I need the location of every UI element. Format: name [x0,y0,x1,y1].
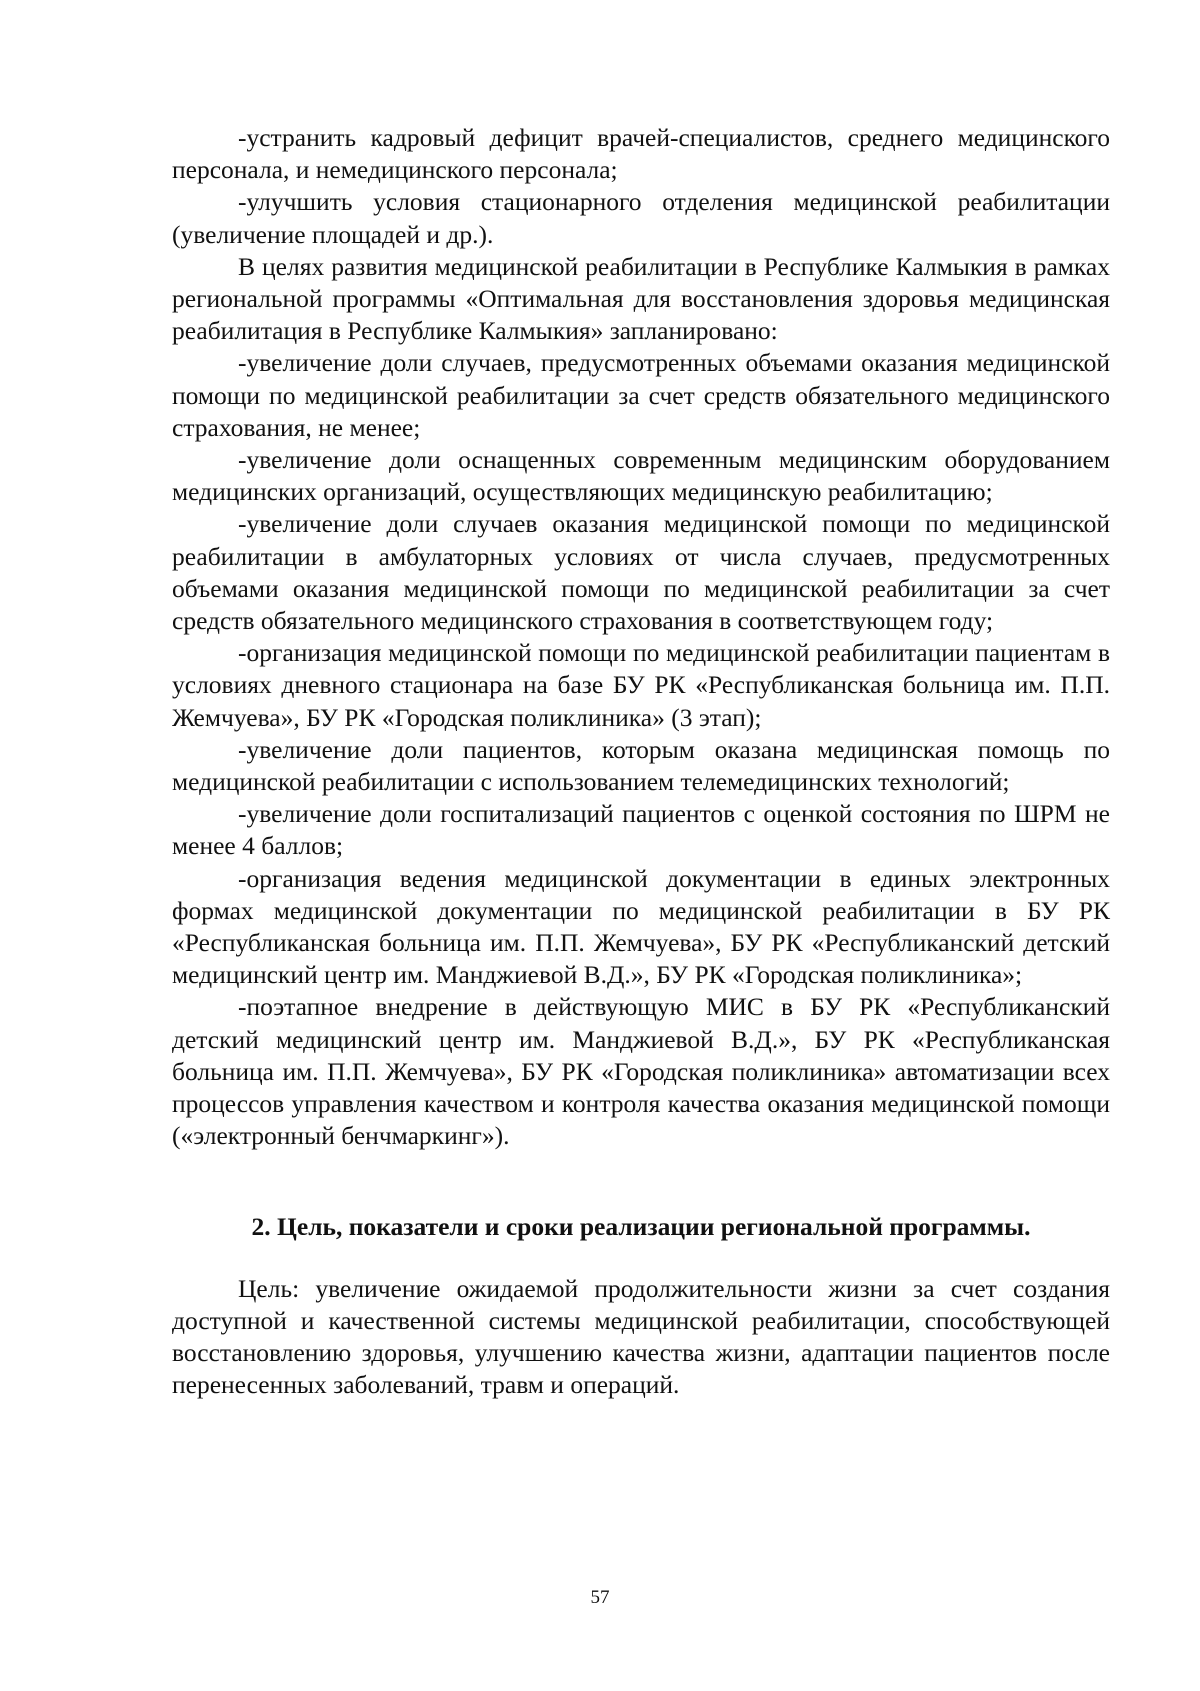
paragraph: -увеличение доли случаев оказания медицинской помощи по медицинской реабилитации в амбулаторных условиях от числа случаев, предусмотренных объемами оказания медицинской помощи по медицинской реабилитации за счет средств обязательного медицинского страхования в соответствующем году; [172,509,1110,636]
paragraph: -увеличение доли случаев, предусмотренных объемами оказания медицинской помощи по медицинской реабилитации за счет средств обязательного медицинского страхования, не менее; [172,348,1110,442]
paragraph: -организация медицинской помощи по медицинской реабилитации пациентам в условиях дневного стационара на базе БУ РК «Республиканская больница им. П.П. Жемчуева», БУ РК «Городская поликлиника» (3 этап); [172,638,1110,732]
paragraph: -увеличение доли пациентов, которым оказана медицинская помощь по медицинской реабилитации с использованием телемедицинских технологий; [172,734,1110,797]
section-heading: 2. Цель, показатели и сроки реализации региональной программы. [251,1211,1031,1241]
page-body [172,122,1110,1401]
paragraph: -увеличение доли оснащенных современным медицинским оборудованием медицинских организаций, осуществляющих медицинскую реабилитацию; [172,445,1110,507]
paragraph: -поэтапное внедрение в действующую МИС в БУ РК «Республиканский детский медицинский центр им. Манджиевой В.Д.», БУ РК «Республиканская больница им. П.П. Жемчуева», БУ РК «Городская поликлиника» автоматизации всех процессов управления качеством и контроля качества оказания медицинской помощи («электронный бенчмаркинг»). [172,992,1110,1151]
paragraph: -улучшить условия стационарного отделения медицинской реабилитации (увеличение площадей и др.). [172,187,1110,249]
paragraph: -устранить кадровый дефицит врачей-специалистов, среднего медицинского персонала, и немедицинского персонала; [172,123,1110,185]
page-number: 57 [590,1587,610,1608]
goal-paragraph: Цель: увеличение ожидаемой продолжительности жизни за счет создания доступной и качественной системы медицинской реабилитации, способствующей восстановлению здоровья, улучшению качества жизни, адаптации пациентов после перенесенных заболеваний, травм и операций. [172,1273,1110,1400]
paragraph: -организация ведения медицинской документации в единых электронных формах медицинской документации по медицинской реабилитации в БУ РК «Республиканская больница им. П.П. Жемчуева», БУ РК «Республиканский детский медицинский центр им. Манджиевой В.Д.», БУ РК «Городская поликлиника»; [172,863,1110,990]
paragraph: -увеличение доли госпитализаций пациентов с оценкой состояния по ШРМ не менее 4 баллов; [172,799,1110,861]
paragraph: В целях развития медицинской реабилитации в Республике Калмыкия в рамках региональной программы «Оптимальная для восстановления здоровья медицинская реабилитация в Республике Калмыкия» запланировано: [172,251,1110,346]
